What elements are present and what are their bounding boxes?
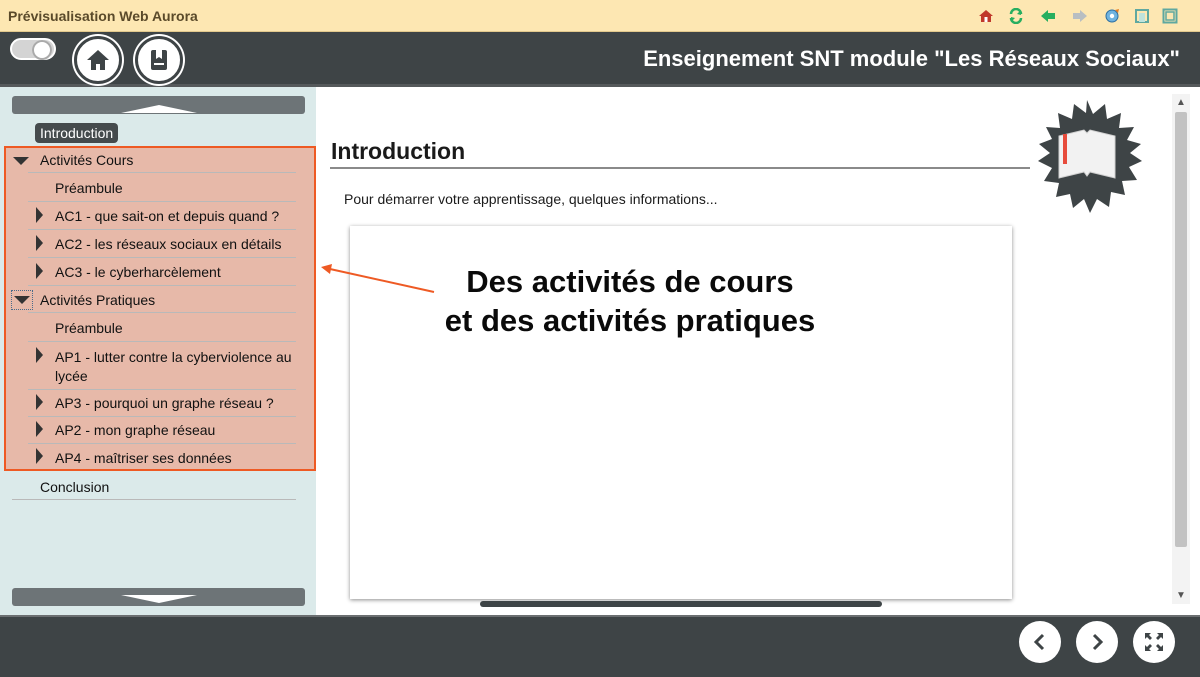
home-icon	[84, 46, 112, 74]
maximize-icon[interactable]	[1161, 7, 1179, 25]
restore-icon[interactable]	[1133, 7, 1151, 25]
expand-right-icon[interactable]	[36, 448, 43, 464]
sidebar-scroll-up-button[interactable]	[12, 96, 305, 114]
expand-right-icon[interactable]	[36, 235, 43, 251]
sidebar-item-introduction[interactable]: Introduction	[35, 123, 118, 143]
window-title: Prévisualisation Web Aurora	[8, 8, 198, 24]
sidebar-item-ap1[interactable]: AP1 - lutter contre la cyberviolence au lycée	[55, 349, 292, 384]
title-underline	[330, 167, 1030, 169]
next-button[interactable]	[1076, 621, 1118, 663]
bookmark-icon	[145, 46, 173, 74]
sidebar-section-activites-pratiques[interactable]: Activités Pratiques	[40, 292, 156, 308]
nav-divider	[28, 389, 296, 390]
chevron-up-icon	[121, 105, 197, 113]
expand-down-icon[interactable]	[14, 296, 30, 304]
panel-bottom-bar	[480, 601, 882, 607]
forward-arrow-icon[interactable]	[1071, 7, 1089, 25]
sidebar-item-preambule-cours[interactable]: Préambule	[55, 180, 123, 196]
fullscreen-button[interactable]	[1133, 621, 1175, 663]
nav-divider	[28, 312, 296, 313]
previous-button[interactable]	[1019, 621, 1061, 663]
settings-icon[interactable]	[1103, 7, 1121, 25]
chevron-right-icon	[1087, 632, 1107, 652]
book-badge-icon	[1026, 98, 1148, 221]
nav-divider	[12, 499, 296, 500]
page-title: Introduction	[331, 138, 466, 164]
sidebar-item-ap2[interactable]: AP2 - mon graphe réseau	[55, 422, 216, 438]
scroll-up-arrow-icon[interactable]: ▲	[1176, 97, 1186, 108]
expand-right-icon[interactable]	[36, 421, 43, 437]
app-title: Enseignement SNT module "Les Réseaux Sociaux"	[643, 46, 1180, 71]
sidebar-item-ap3[interactable]: AP3 - pourquoi un graphe réseau ?	[55, 395, 274, 411]
expand-right-icon[interactable]	[36, 347, 43, 363]
chevron-left-icon	[1030, 632, 1050, 652]
sidebar-item-ac2[interactable]: AC2 - les réseaux sociaux en détails	[55, 236, 282, 252]
nav-divider	[28, 416, 296, 417]
sidebar-item-ac1[interactable]: AC1 - que sait-on et depuis quand ?	[55, 208, 280, 224]
nav-divider	[28, 285, 296, 286]
bookmark-button[interactable]	[135, 36, 183, 84]
annotation-callout	[420, 262, 840, 340]
nav-divider	[28, 341, 296, 342]
sidebar-scroll-down-button[interactable]	[12, 588, 305, 606]
expand-right-icon[interactable]	[36, 207, 43, 223]
sidebar-section-activites-cours[interactable]: Activités Cours	[40, 152, 134, 168]
fullscreen-icon	[1142, 630, 1166, 654]
nav-divider	[28, 229, 296, 230]
toggle-knob[interactable]	[32, 40, 52, 60]
expand-right-icon[interactable]	[36, 394, 43, 410]
nav-divider	[28, 201, 296, 202]
sidebar-item-ap4[interactable]: AP4 - maîtriser ses données	[55, 450, 232, 466]
chevron-down-icon	[121, 595, 197, 603]
back-arrow-icon[interactable]	[1039, 7, 1057, 25]
content-scroll-thumb[interactable]	[1175, 112, 1187, 547]
sidebar-item-conclusion[interactable]: Conclusion	[40, 479, 110, 495]
nav-divider	[28, 172, 296, 173]
sidebar-item-preambule-pratiques[interactable]: Préambule	[55, 320, 123, 336]
scroll-down-arrow-icon[interactable]: ▼	[1176, 590, 1186, 601]
callout-line-2: et des activités pratiques	[444, 303, 816, 338]
callout-line-1: Des activités de cours	[466, 264, 794, 299]
expand-down-icon[interactable]	[13, 157, 29, 165]
refresh-icon[interactable]	[1007, 7, 1025, 25]
home-button[interactable]	[74, 36, 122, 84]
home-icon[interactable]	[977, 7, 995, 25]
nav-divider	[28, 257, 296, 258]
sidebar-item-ac3[interactable]: AC3 - le cyberharcèlement	[55, 264, 221, 280]
intro-text: Pour démarrer votre apprentissage, quelques informations...	[344, 191, 718, 207]
nav-divider	[28, 443, 296, 444]
expand-right-icon[interactable]	[36, 263, 43, 279]
